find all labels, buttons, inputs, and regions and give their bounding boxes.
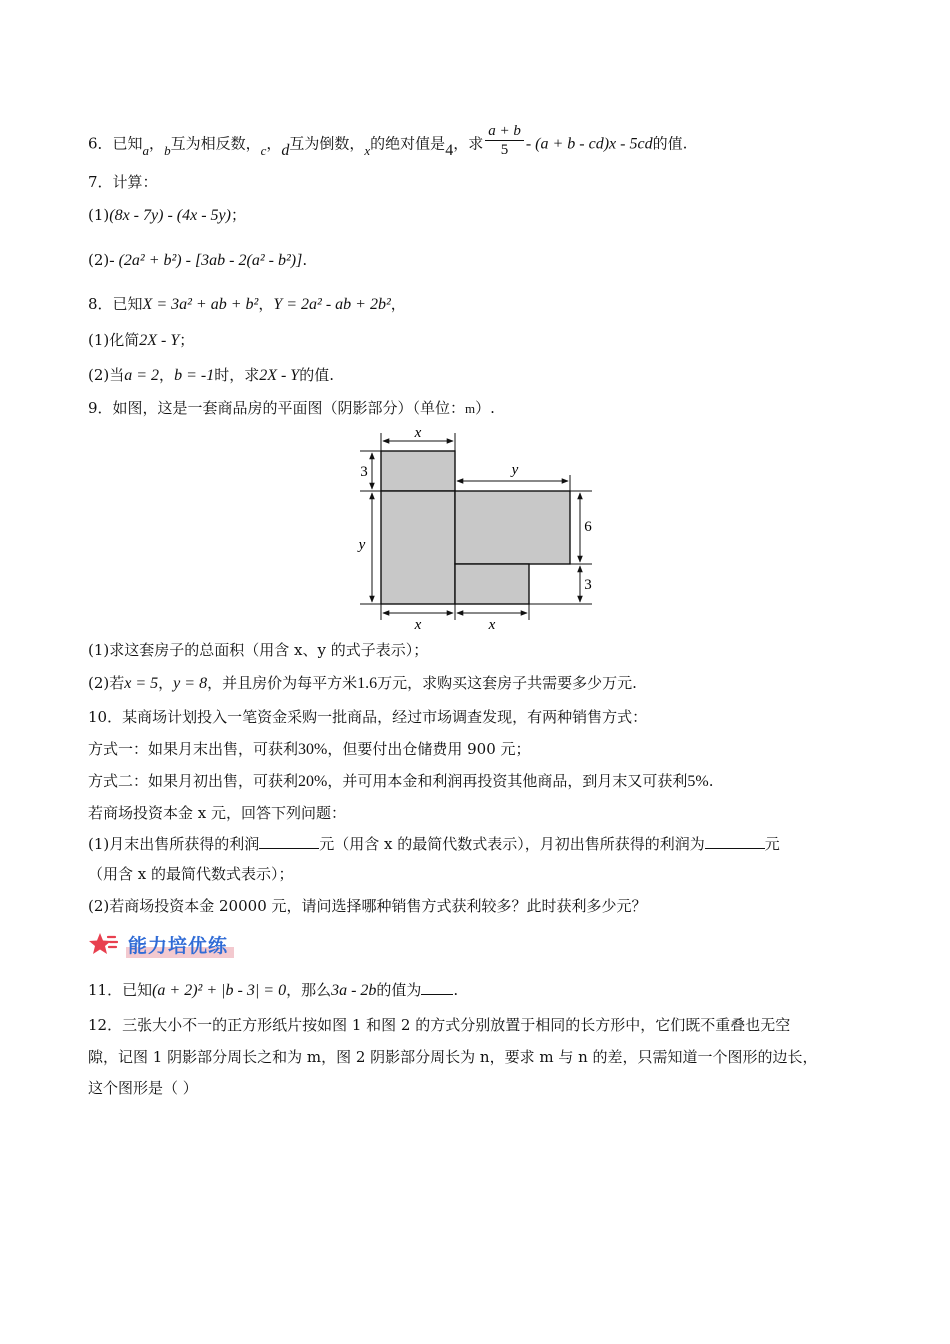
q6-text-8: 的值.	[652, 134, 688, 153]
q8-p2-a-value: a = 2	[124, 367, 160, 384]
q8-end: ，	[390, 295, 406, 313]
q8-p2-expression: 2X - Y	[259, 367, 300, 384]
question-12-line-1: 12．三张大小不一的正方形纸片按如图 1 和图 2 的方式分别放置于相同的长方形中，它们既不重叠也无空	[88, 1016, 791, 1034]
room-bottom-middle	[455, 564, 529, 604]
q11-text-2: ，那么	[286, 981, 332, 999]
q6-text-2: ，	[149, 134, 165, 153]
q10-way2-end: .	[708, 772, 714, 790]
q8-p2-b-value: b = -1	[174, 367, 215, 384]
label-bottom-x1: x	[414, 617, 422, 632]
q6-var-x: x	[364, 142, 371, 158]
label-right-6: 6	[584, 519, 592, 535]
question-10-way-1	[88, 739, 870, 760]
section-title: 能力培优练	[126, 931, 234, 958]
q8-separator: ，	[258, 295, 274, 313]
q7-p1-end: ；	[230, 206, 246, 224]
q10-way2-text: 方式二：如果月初出售，可获利	[88, 772, 299, 790]
q10-way1-percent: 30%	[298, 741, 328, 758]
q7-p1-label: (1)	[88, 206, 110, 224]
q7-p2-end: .	[302, 251, 308, 269]
question-9	[88, 398, 870, 419]
question-9-part-1: (1)求这套房子的总面积（用含 x、y 的式子表示）；	[88, 641, 429, 659]
q9-intro-end: ）.	[475, 399, 495, 417]
q10-p1-answer-blank-2[interactable]	[705, 834, 765, 849]
q8-p2-comma: ，	[159, 366, 175, 384]
q10-p1-answer-blank-1[interactable]	[259, 834, 319, 849]
label-middle-y: y	[511, 462, 519, 478]
q10-way2-percent-2: 5%	[687, 773, 709, 790]
q7-p1-expression: (8x - 7y) - (4x - 5y)	[109, 207, 231, 224]
q8-y-expression: Y = 2a² - ab + 2b²	[273, 296, 391, 313]
question-7-title: 7．计算：	[88, 173, 158, 191]
q8-p1-label: (1)化简	[88, 331, 140, 349]
q7-p2-expression: - (2a² + b²) - [3ab - 2(a² - b²)]	[109, 252, 303, 269]
question-8-part-1	[88, 330, 870, 351]
room-main-left	[381, 491, 455, 604]
label-left-3: 3	[360, 464, 368, 480]
q6-text-4: ，	[266, 134, 282, 153]
star-icon	[88, 932, 118, 956]
question-10-way-2	[88, 771, 870, 792]
question-7-part-1	[88, 205, 870, 226]
q6-fraction-numerator: a + b	[485, 122, 524, 141]
q9-p2-text-3: 万元，求购买这套房子共需要多少万元.	[377, 674, 637, 692]
section-header	[88, 930, 234, 958]
q6-expression: - (a + b - cd)x - 5cd	[525, 135, 653, 153]
q11-expression: (a + 2)² + |b - 3| = 0	[152, 982, 287, 999]
question-10-part-1-cont: （用含 x 的最简代数式表示）；	[88, 865, 294, 883]
question-9-part-2	[88, 673, 870, 694]
q8-p2-label: (2)当	[88, 366, 125, 384]
q10-p1-text-1: (1)月末出售所获得的利润	[88, 835, 260, 853]
q9-p2-comma: ，	[158, 674, 174, 692]
q6-text-1: 6．已知	[88, 134, 143, 153]
q9-p2-text-1: (2)若	[88, 674, 125, 692]
q10-way1-text-2: ，但要付出仓储费用 900 元；	[327, 740, 531, 758]
q11-expression-2: 3a - 2b	[331, 982, 377, 999]
q9-p2-x-value: x = 5	[124, 675, 159, 692]
q9-p2-text-2: ，并且房价为每平方米	[207, 674, 358, 692]
q6-var-d: d	[281, 141, 290, 159]
q6-text-6: 的绝对值是	[370, 134, 446, 153]
question-10-part-2: (2)若商场投资本金 20000 元，请问选择哪种销售方式获利较多？此时获利多少元？	[88, 897, 647, 915]
q11-answer-blank[interactable]	[421, 980, 453, 995]
q8-x-expression: X = 3a² + ab + b²	[142, 296, 259, 313]
q11-end: .	[453, 981, 459, 999]
label-top-x: x	[414, 425, 422, 441]
q8-p2-mid: 时，求	[214, 366, 260, 384]
q9-intro: 9．如图，这是一套商品房的平面图（阴影部分）（单位：	[88, 399, 466, 417]
q8-p1-end: ；	[179, 331, 195, 349]
q8-p2-end: 的值.	[299, 366, 334, 384]
q11-text-3: 的值为	[376, 981, 422, 999]
q6-text-5: 互为倒数，	[289, 134, 365, 153]
q6-fraction	[485, 122, 524, 159]
question-11	[88, 980, 870, 1001]
room-top-left	[381, 451, 455, 491]
label-left-y: y	[358, 537, 366, 553]
q9-p2-y-value: y = 8	[173, 675, 208, 692]
question-6	[88, 123, 870, 163]
q6-var-a: a	[142, 142, 150, 158]
question-10-intro: 10．某商场计划投入一笔资金采购一批商品，经过市场调查发现，有两种销售方式：	[88, 708, 648, 726]
q6-fraction-denominator: 5	[500, 142, 509, 158]
q10-way1-text: 方式一：如果月末出售，可获利	[88, 740, 299, 758]
question-7-part-2	[88, 250, 870, 271]
q7-p2-label: (2)	[88, 251, 110, 269]
q11-text-1: 11．已知	[88, 981, 153, 999]
question-10-part-1	[88, 834, 870, 854]
label-bottom-x2: x	[488, 617, 496, 632]
q8-intro: 8．已知	[88, 295, 143, 313]
question-12-line-2: 隙，记图 1 阴影部分周长之和为 m，图 2 阴影部分周长为 n，要求 m 与 n 的差，只需知道一个图形的边长，	[88, 1048, 818, 1066]
q6-text-3: 互为相反数，	[170, 134, 261, 153]
q10-p1-text-3: 元	[764, 835, 780, 853]
q6-text-7: ，求	[453, 134, 484, 153]
label-right-3: 3	[584, 577, 592, 593]
q9-p2-price: 1.6	[357, 675, 378, 692]
question-10-condition: 若商场投资本金 x 元，回答下列问题：	[88, 804, 346, 822]
question-8	[88, 294, 870, 315]
room-right	[455, 491, 570, 564]
q6-var-b: b	[164, 142, 171, 158]
q8-p1-expression: 2X - Y	[139, 332, 180, 349]
question-12-line-3: 这个图形是（ ）	[88, 1079, 198, 1097]
floor-plan-diagram	[352, 420, 602, 632]
q6-value-4: 4	[445, 141, 454, 159]
q9-unit: m	[465, 401, 476, 416]
question-8-part-2	[88, 365, 870, 386]
q10-way2-text-2: ，并可用本金和利润再投资其他商品，到月末又可获利	[327, 772, 688, 790]
q10-p1-text-2: 元（用含 x 的最简代数式表示），月初出售所获得的利润为	[319, 835, 705, 853]
q10-way2-percent: 20%	[298, 773, 328, 790]
q6-var-c: c	[260, 142, 267, 158]
